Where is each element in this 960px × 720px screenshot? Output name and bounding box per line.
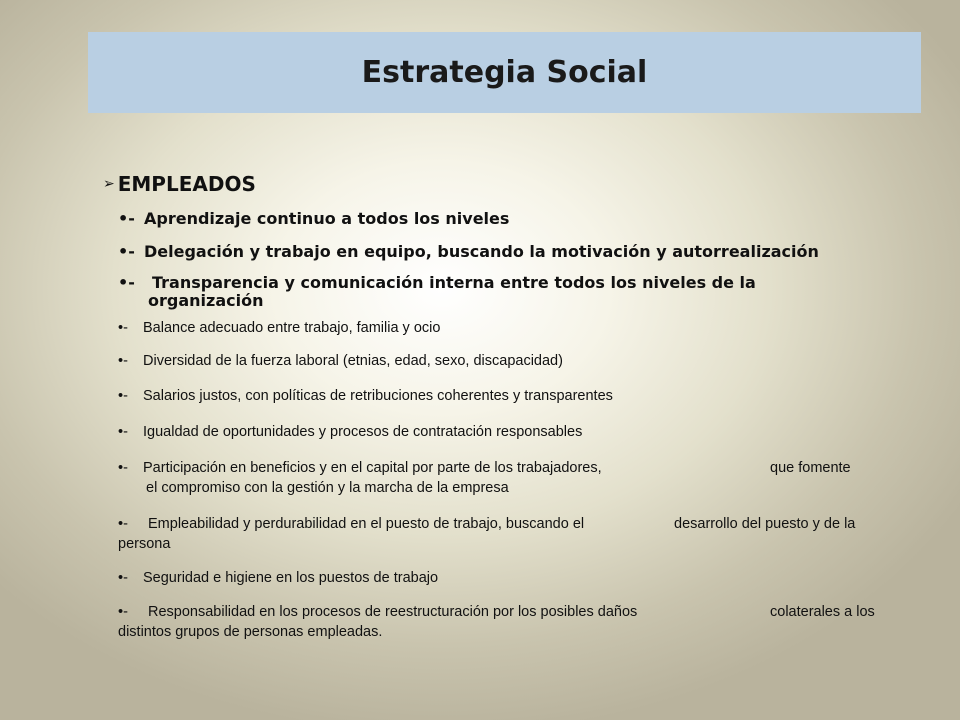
list-item-text-tab: colaterales a los xyxy=(770,604,875,620)
list-item xyxy=(118,210,509,228)
bullet-marker: •- xyxy=(118,242,135,261)
list-item xyxy=(118,243,819,261)
list-item-text: Igualdad de oportunidades y procesos de contratación responsables xyxy=(143,424,583,440)
list-item-text-continued: distintos grupos de personas empleadas. xyxy=(118,624,383,640)
list-item xyxy=(118,568,438,588)
list-item-text-continued: organización xyxy=(148,291,264,310)
bullet-marker: •- xyxy=(118,353,128,369)
bullet-marker: •- xyxy=(118,209,135,228)
list-item-text-tab: que fomente xyxy=(770,460,851,476)
list-item-text: Delegación y trabajo en equipo, buscando la motivación y autorrealización xyxy=(144,242,819,261)
list-item-text-tab: desarrollo del puesto y de la xyxy=(674,516,856,532)
list-item-text: Participación en beneficios y en el capital por parte de los trabajadores, xyxy=(143,460,602,476)
bullet-marker: •- xyxy=(118,570,128,586)
bullet-marker: •- xyxy=(118,320,128,336)
title-bar xyxy=(88,32,921,113)
section-heading xyxy=(103,172,256,196)
list-item-text-continued: persona xyxy=(118,536,171,552)
list-item xyxy=(118,514,908,554)
list-item xyxy=(118,318,440,338)
list-item-text: Empleabilidad y perdurabilidad en el puesto de trabajo, buscando el xyxy=(148,516,585,532)
bullet-marker: •- xyxy=(118,604,128,620)
list-item-text: Transparencia y comunicación interna entre todos los niveles de la xyxy=(152,273,756,292)
list-item xyxy=(118,422,582,442)
slide-title: Estrategia Social xyxy=(361,55,648,90)
list-item xyxy=(118,351,563,371)
bullet-marker: •- xyxy=(118,273,135,292)
bullet-marker: •- xyxy=(118,516,128,532)
list-item-text: Balance adecuado entre trabajo, familia y ocio xyxy=(143,320,441,336)
list-item-text-continued: el compromiso con la gestión y la marcha de la empresa xyxy=(146,480,509,496)
list-item xyxy=(118,602,908,642)
list-item-text: Seguridad e higiene en los puestos de trabajo xyxy=(143,570,439,586)
bullet-marker: •- xyxy=(118,424,128,440)
bullet-marker: •- xyxy=(118,388,128,404)
bullet-marker: •- xyxy=(118,460,128,476)
section-heading-label: EMPLEADOS xyxy=(117,172,256,196)
list-item-text: Responsabilidad en los procesos de reestructuración por los posibles daños xyxy=(148,604,638,620)
list-item-text: Salarios justos, con políticas de retribuciones coherentes y transparentes xyxy=(143,388,613,404)
list-item-text: Aprendizaje continuo a todos los niveles xyxy=(144,209,510,228)
list-item xyxy=(118,458,908,498)
list-item xyxy=(118,386,613,406)
list-item xyxy=(118,274,756,310)
arrow-bullet-icon: ➢ xyxy=(103,176,115,192)
list-item-text: Diversidad de la fuerza laboral (etnias, edad, sexo, discapacidad) xyxy=(143,353,563,369)
